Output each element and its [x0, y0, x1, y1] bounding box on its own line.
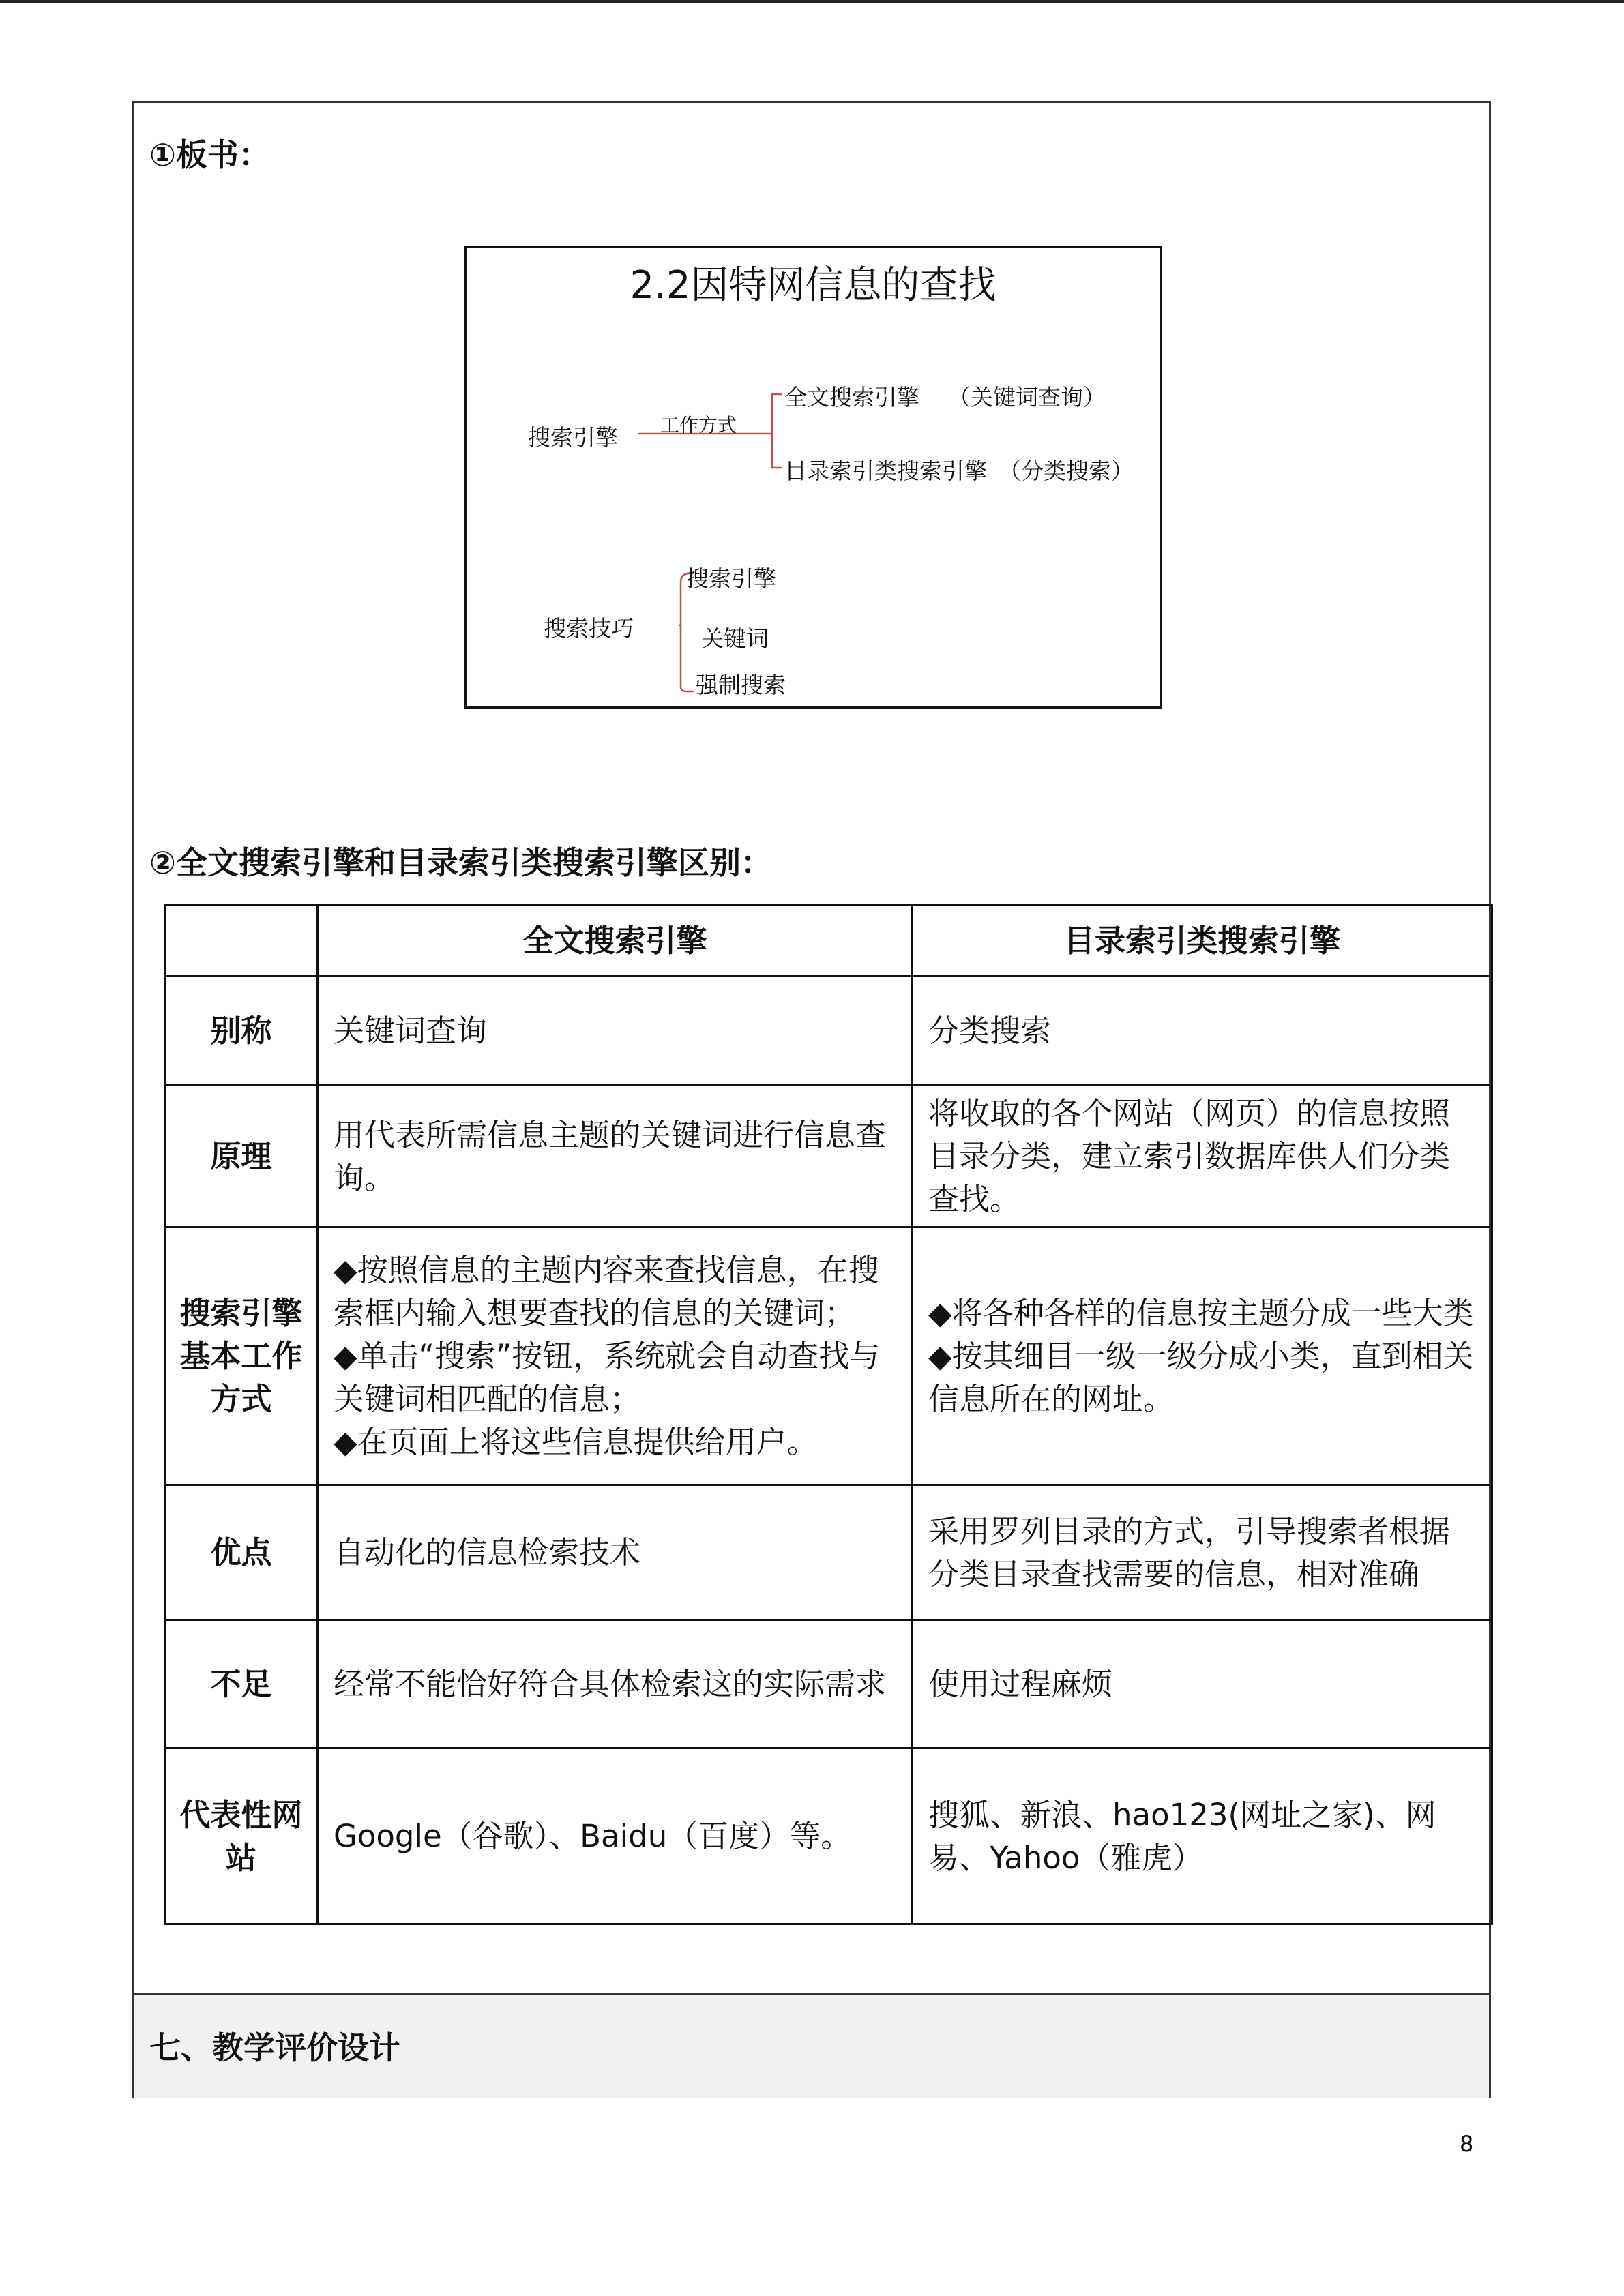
- row-label: 原理: [165, 1086, 318, 1227]
- board-skill-keyword: 关键词: [701, 625, 769, 652]
- table-row: [165, 976, 1492, 1086]
- table-row: [165, 1086, 1492, 1227]
- row-label: 代表性网站: [165, 1748, 318, 1924]
- table-row: [165, 1748, 1492, 1924]
- page-number: 8: [1460, 2131, 1474, 2157]
- cell-fulltext: 关键词查询: [318, 976, 913, 1086]
- cell-fulltext: ◆按照信息的主题内容来查找信息，在搜索框内输入想要查找的信息的关键词； ◆单击“搜索”按钮，系统就会自动查找与关键词相匹配的信息； ◆在页面上将这些信息提供给用户。: [318, 1227, 913, 1485]
- board-skills: 搜索技巧: [544, 615, 634, 642]
- cell-directory: 将收取的各个网站（网页）的信息按照目录分类，建立索引数据库供人们分类查找。: [913, 1086, 1492, 1227]
- comparison-table: [164, 904, 1493, 1925]
- cell-fulltext: 自动化的信息检索技术: [318, 1485, 913, 1620]
- board-fulltext: 全文搜索引擎: [784, 384, 919, 411]
- board-section-label: ①板书：: [149, 136, 270, 173]
- row-label: 优点: [165, 1485, 318, 1620]
- row-label: 别称: [165, 976, 318, 1086]
- table-header-row: [165, 906, 1492, 976]
- board-title: 2.2因特网信息的查找: [630, 263, 996, 308]
- table-header-fulltext: 全文搜索引擎: [318, 906, 913, 976]
- cell-directory: 采用罗列目录的方式，引导搜索者根据分类目录查找需要的信息，相对准确: [913, 1485, 1492, 1620]
- content-frame: [132, 101, 1491, 2098]
- page-top-border: [0, 0, 1624, 3]
- board-skill-engine: 搜索引擎: [686, 565, 776, 592]
- board-directory-note: （分类搜索）: [999, 458, 1134, 484]
- cell-directory: 搜狐、新浪、hao123(网址之家)、网易、Yahoo（雅虎）: [913, 1748, 1492, 1924]
- row-label: 不足: [165, 1620, 318, 1748]
- table-row: [165, 1620, 1492, 1748]
- section-seven-bar: [134, 1993, 1489, 2098]
- connector-skills-bottom: [681, 625, 694, 691]
- table-row: [165, 1485, 1492, 1620]
- board-skill-force: 强制搜索: [696, 672, 786, 698]
- row-label: 搜索引擎基本工作方式: [165, 1227, 318, 1485]
- cell-fulltext: 经常不能恰好符合具体检索这的实际需求: [318, 1620, 913, 1748]
- blackboard-diagram: [464, 246, 1162, 709]
- cell-directory: ◆将各种各样的信息按主题分成一些大类 ◆按其细目一级一级分成小类，直到相关信息所在的网址。: [913, 1227, 1492, 1485]
- board-work-mode: 工作方式: [660, 414, 737, 436]
- board-engine: 搜索引擎: [528, 424, 618, 451]
- cell-fulltext: Google（谷歌）、Baidu（百度）等。: [318, 1748, 913, 1924]
- comparison-section-label: ②全文搜索引擎和目录索引类搜索引擎区别：: [149, 844, 772, 881]
- table-header-blank: [165, 906, 318, 976]
- connector-directory-branch: [772, 434, 782, 468]
- table-header-directory: 目录索引类搜索引擎: [913, 906, 1492, 976]
- board-fulltext-note: （关键词查询）: [948, 384, 1106, 411]
- connector-fulltext-branch: [772, 394, 782, 434]
- cell-directory: 使用过程麻烦: [913, 1620, 1492, 1748]
- table-row: [165, 1227, 1492, 1485]
- cell-fulltext: 用代表所需信息主题的关键词进行信息查询。: [318, 1086, 913, 1227]
- cell-directory: 分类搜索: [913, 976, 1492, 1086]
- section-seven-title: 七、教学评价设计: [149, 2029, 400, 2066]
- board-directory: 目录索引类搜索引擎: [784, 458, 987, 484]
